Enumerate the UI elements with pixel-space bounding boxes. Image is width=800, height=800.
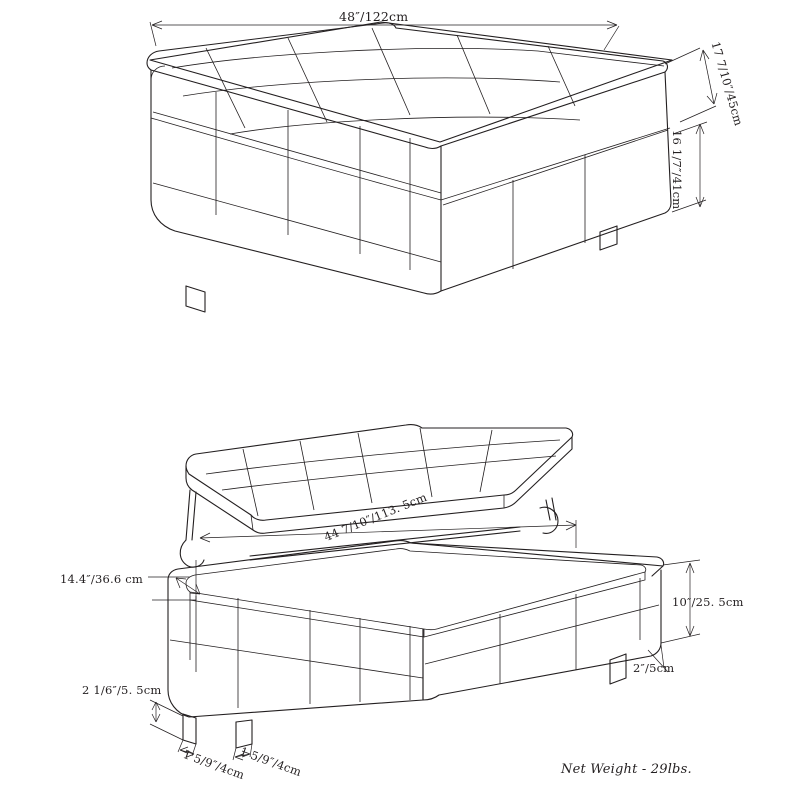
net-weight-label: Net Weight - 29lbs. [561, 762, 692, 777]
dimension-leg-depth: 1 5/9″/4cm [181, 747, 247, 783]
dimension-interior-width: 44 7/10″/113. 5cm [322, 489, 429, 544]
dimension-overall-width: 48″/122cm [339, 9, 409, 24]
dimension-leg-width: 1 5/9″/4cm [238, 744, 304, 780]
closed-bench-view [147, 21, 717, 312]
dimension-interior-depth: 14.4″/36.6 cm [60, 572, 143, 586]
dimension-overall-depth: 17 7/10″/45cm [708, 40, 746, 128]
open-bench-view [148, 425, 700, 760]
dimension-leg-height: 2 1/6″/5. 5cm [82, 683, 162, 697]
dimension-overall-height: 16 1/7″/41cm [670, 130, 684, 210]
dimension-wall-thickness: 2″/5cm [633, 661, 675, 675]
dimension-interior-height: 10″/25. 5cm [672, 595, 744, 609]
